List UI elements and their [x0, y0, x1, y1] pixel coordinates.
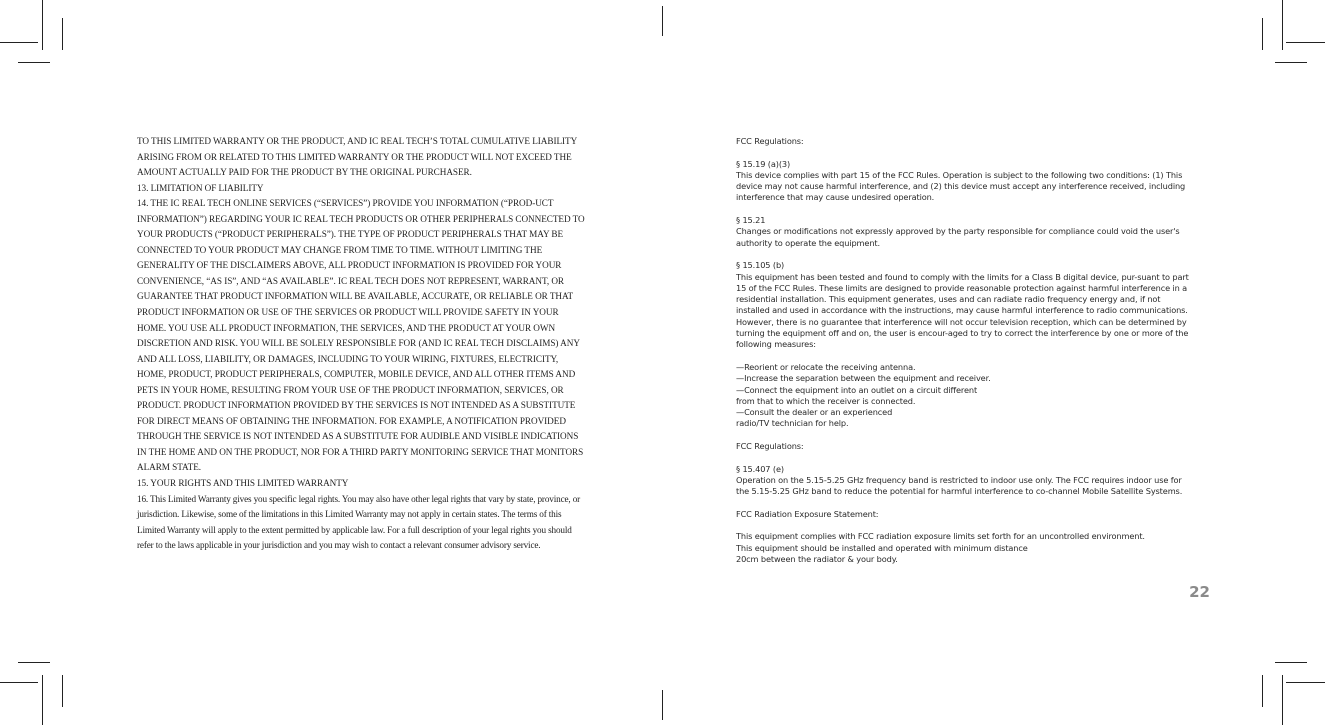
- radiation-exposure-statement: [736, 531, 1196, 565]
- warranty-text-column: [137, 134, 589, 554]
- statement-line: This equipment should be installed and operated with minimum distance: [736, 542, 1028, 553]
- crop-mark: [0, 42, 38, 43]
- section-body: This equipment has been tested and found to comply with the limits for a Class B digital device, pur-suant to part 15 of the FCC Rules. These limits are designed to provide reasonable protection against harmful interference in a residential installation. This equipment generates, uses and can radiate radio frequency energy and, if not installed and used in accordance with the instructions, may cause harmful interference to radio communications. However, there is no guarantee that interference will not occur television reception, which can be determined by turning the equipment off and on, the user is encour-aged to try to correct the interference by one or more of the following measures:: [736, 271, 1189, 350]
- fcc-section-15-21: [736, 215, 1196, 249]
- crop-mark: [62, 18, 63, 50]
- list-item: —Connect the equipment into an outlet on a circuit different: [736, 384, 978, 395]
- crop-mark: [62, 675, 63, 707]
- crop-mark: [1262, 675, 1263, 707]
- crop-mark: [1275, 62, 1307, 63]
- statement-line: This equipment complies with FCC radiation exposure limits set forth for an uncontrolled environment.: [736, 531, 1145, 542]
- fcc-section-15-407: [736, 464, 1196, 498]
- section-heading-limitation-of-liability: 13. LIMITATION OF LIABILITY: [137, 182, 264, 193]
- warranty-paragraph: 16. This Limited Warranty gives you specific legal rights. You may also have other legal rights that vary by state, province, or jurisdiction. Likewise, some of the limitations in this Limited Warranty may not apply in certain states. The terms of this Limited Warranty will apply to the extent permitted by applicable law. For a full description of your legal rights you should refer to the laws applicable in your jurisdiction and you may wish to contact a relevant consumer advisory service.: [137, 493, 581, 551]
- crop-mark: [18, 62, 50, 63]
- crop-mark: [18, 662, 50, 663]
- section-title: § 15.21: [736, 215, 766, 226]
- list-item: radio/TV technician for help.: [736, 418, 849, 429]
- crop-mark: [1262, 18, 1263, 50]
- fcc-regulations-column: [736, 136, 1196, 565]
- warranty-paragraph: TO THIS LIMITED WARRANTY OR THE PRODUCT, AND IC REAL TECH’S TOTAL CUMULATIVE LIABILITY ARISING FROM OR RELATED TO THIS LIMITED WARRANTY OR THE PRODUCT WILL NOT EXCEED THE AMOUNT ACTUALLY PAID FOR THE PRODUCT BY THE ORIGINAL PURCHASER.: [137, 136, 577, 178]
- section-body: Operation on the 5.15-5.25 GHz frequency band is restricted to indoor use only. The FCC requires indoor use for the 5.15-5.25 GHz band to reduce the potential for harmful interference to co-channel Mobile Satellite Systems.: [736, 474, 1183, 497]
- crop-mark: [1282, 675, 1283, 725]
- section-heading-your-rights: 15. YOUR RIGHTS AND THIS LIMITED WARRANTY: [137, 478, 349, 489]
- crop-mark: [1275, 662, 1307, 663]
- fcc-section-15-19: [736, 159, 1196, 204]
- list-item: —Reorient or relocate the receiving antenna.: [736, 361, 916, 372]
- list-item: —Consult the dealer or an experienced: [736, 407, 893, 418]
- crop-mark: [662, 690, 663, 720]
- fcc-heading: FCC Regulations:: [736, 441, 804, 452]
- crop-mark: [1286, 682, 1325, 683]
- crop-mark: [1286, 42, 1325, 43]
- crop-mark: [1282, 0, 1283, 50]
- crop-mark: [42, 675, 43, 725]
- crop-mark: [662, 6, 663, 36]
- warranty-paragraph: 14. THE IC REAL TECH ONLINE SERVICES (“SERVICES”) PROVIDE YOU INFORMATION (“PROD-UCT INFORMATION”) REGARDING YOUR IC REAL TECH PRODUCTS OR OTHER PERIPHERALS CONNECTED TO YOUR PRODUCTS (“PRODUCT PERIPHERALS”). THE TYPE OF PRODUCT PERIPHERALS THAT MAY BE CONNECTED TO YOUR PRODUCT MAY CHANGE FROM TIME TO TIME. WITHOUT LIMITING THE GENERALITY OF THE DISCLAIMERS ABOVE, ALL PRODUCT INFORMATION IS PROVIDED FOR YOUR CONVENIENCE, “AS IS”, AND “AS AVAILABLE”. IC REAL TECH DOES NOT REPRESENT, WARRANT, OR GUARANTEE THAT PRODUCT INFORMATION WILL BE AVAILABLE, ACCURATE, OR RELIABLE OR THAT PRODUCT INFORMATION OR USE OF THE SERVICES OR PRODUCT WILL PROVIDE SAFETY IN YOUR HOME. YOU USE ALL PRODUCT INFORMATION, THE SERVICES, AND THE PRODUCT AT YOUR OWN DISCRETION AND RISK. YOU WILL BE SOLELY RESPONSIBLE FOR (AND IC REAL TECH DISCLAIMS) ANY AND ALL LOSS, LIABILITY, OR DAMAGES, INCLUDING TO YOUR WIRING, FIXTURES, ELECTRICITY, HOME, PRODUCT, PRODUCT PERIPHERALS, COMPUTER, MOBILE DEVICE, AND ALL OTHER ITEMS AND PETS IN YOUR HOME, RESULTING FROM YOUR USE OF THE PRODUCT INFORMATION, SERVICES, OR PRODUCT. PRODUCT INFORMATION PROVIDED BY THE SERVICES IS NOT INTENDED AS A SUBSTITUTE FOR DIRECT MEANS OF OBTAINING THE INFORMATION. FOR EXAMPLE, A NOTIFICATION PROVIDED THROUGH THE SERVICE IS NOT INTENDED AS A SUBSTITUTE FOR AUDIBLE AND VISIBLE INDICATIONS IN THE HOME AND ON THE PRODUCT, NOR FOR A THIRD PARTY MONITORING SERVICE THAT MONITORS ALARM STATE.: [137, 198, 585, 473]
- statement-line: 20cm between the radiator & your body.: [736, 553, 898, 564]
- section-body: This device complies with part 15 of the FCC Rules. Operation is subject to the following two conditions: (1) This device may not cause harmful interference, and (2) this device must accept any interference received, including interference that may cause undesired operation.: [736, 169, 1186, 203]
- page-number: 22: [1189, 583, 1210, 601]
- section-body: Changes or modifications not expressly approved by the party responsible for compliance could void the user's authority to operate the equipment.: [736, 226, 1180, 248]
- interference-measures-list: [736, 362, 1196, 430]
- crop-mark: [42, 0, 43, 50]
- list-item: from that to which the receiver is connected.: [736, 395, 916, 406]
- crop-mark: [0, 682, 38, 683]
- section-title: § 15.407 (e): [736, 463, 784, 474]
- section-title: § 15.19 (a)(3): [736, 158, 791, 169]
- list-item: —Increase the separation between the equipment and receiver.: [736, 373, 991, 384]
- section-title: § 15.105 (b): [736, 260, 785, 271]
- fcc-section-15-105: [736, 260, 1196, 350]
- radiation-exposure-heading: FCC Radiation Exposure Statement:: [736, 508, 879, 519]
- fcc-heading: FCC Regulations:: [736, 136, 804, 146]
